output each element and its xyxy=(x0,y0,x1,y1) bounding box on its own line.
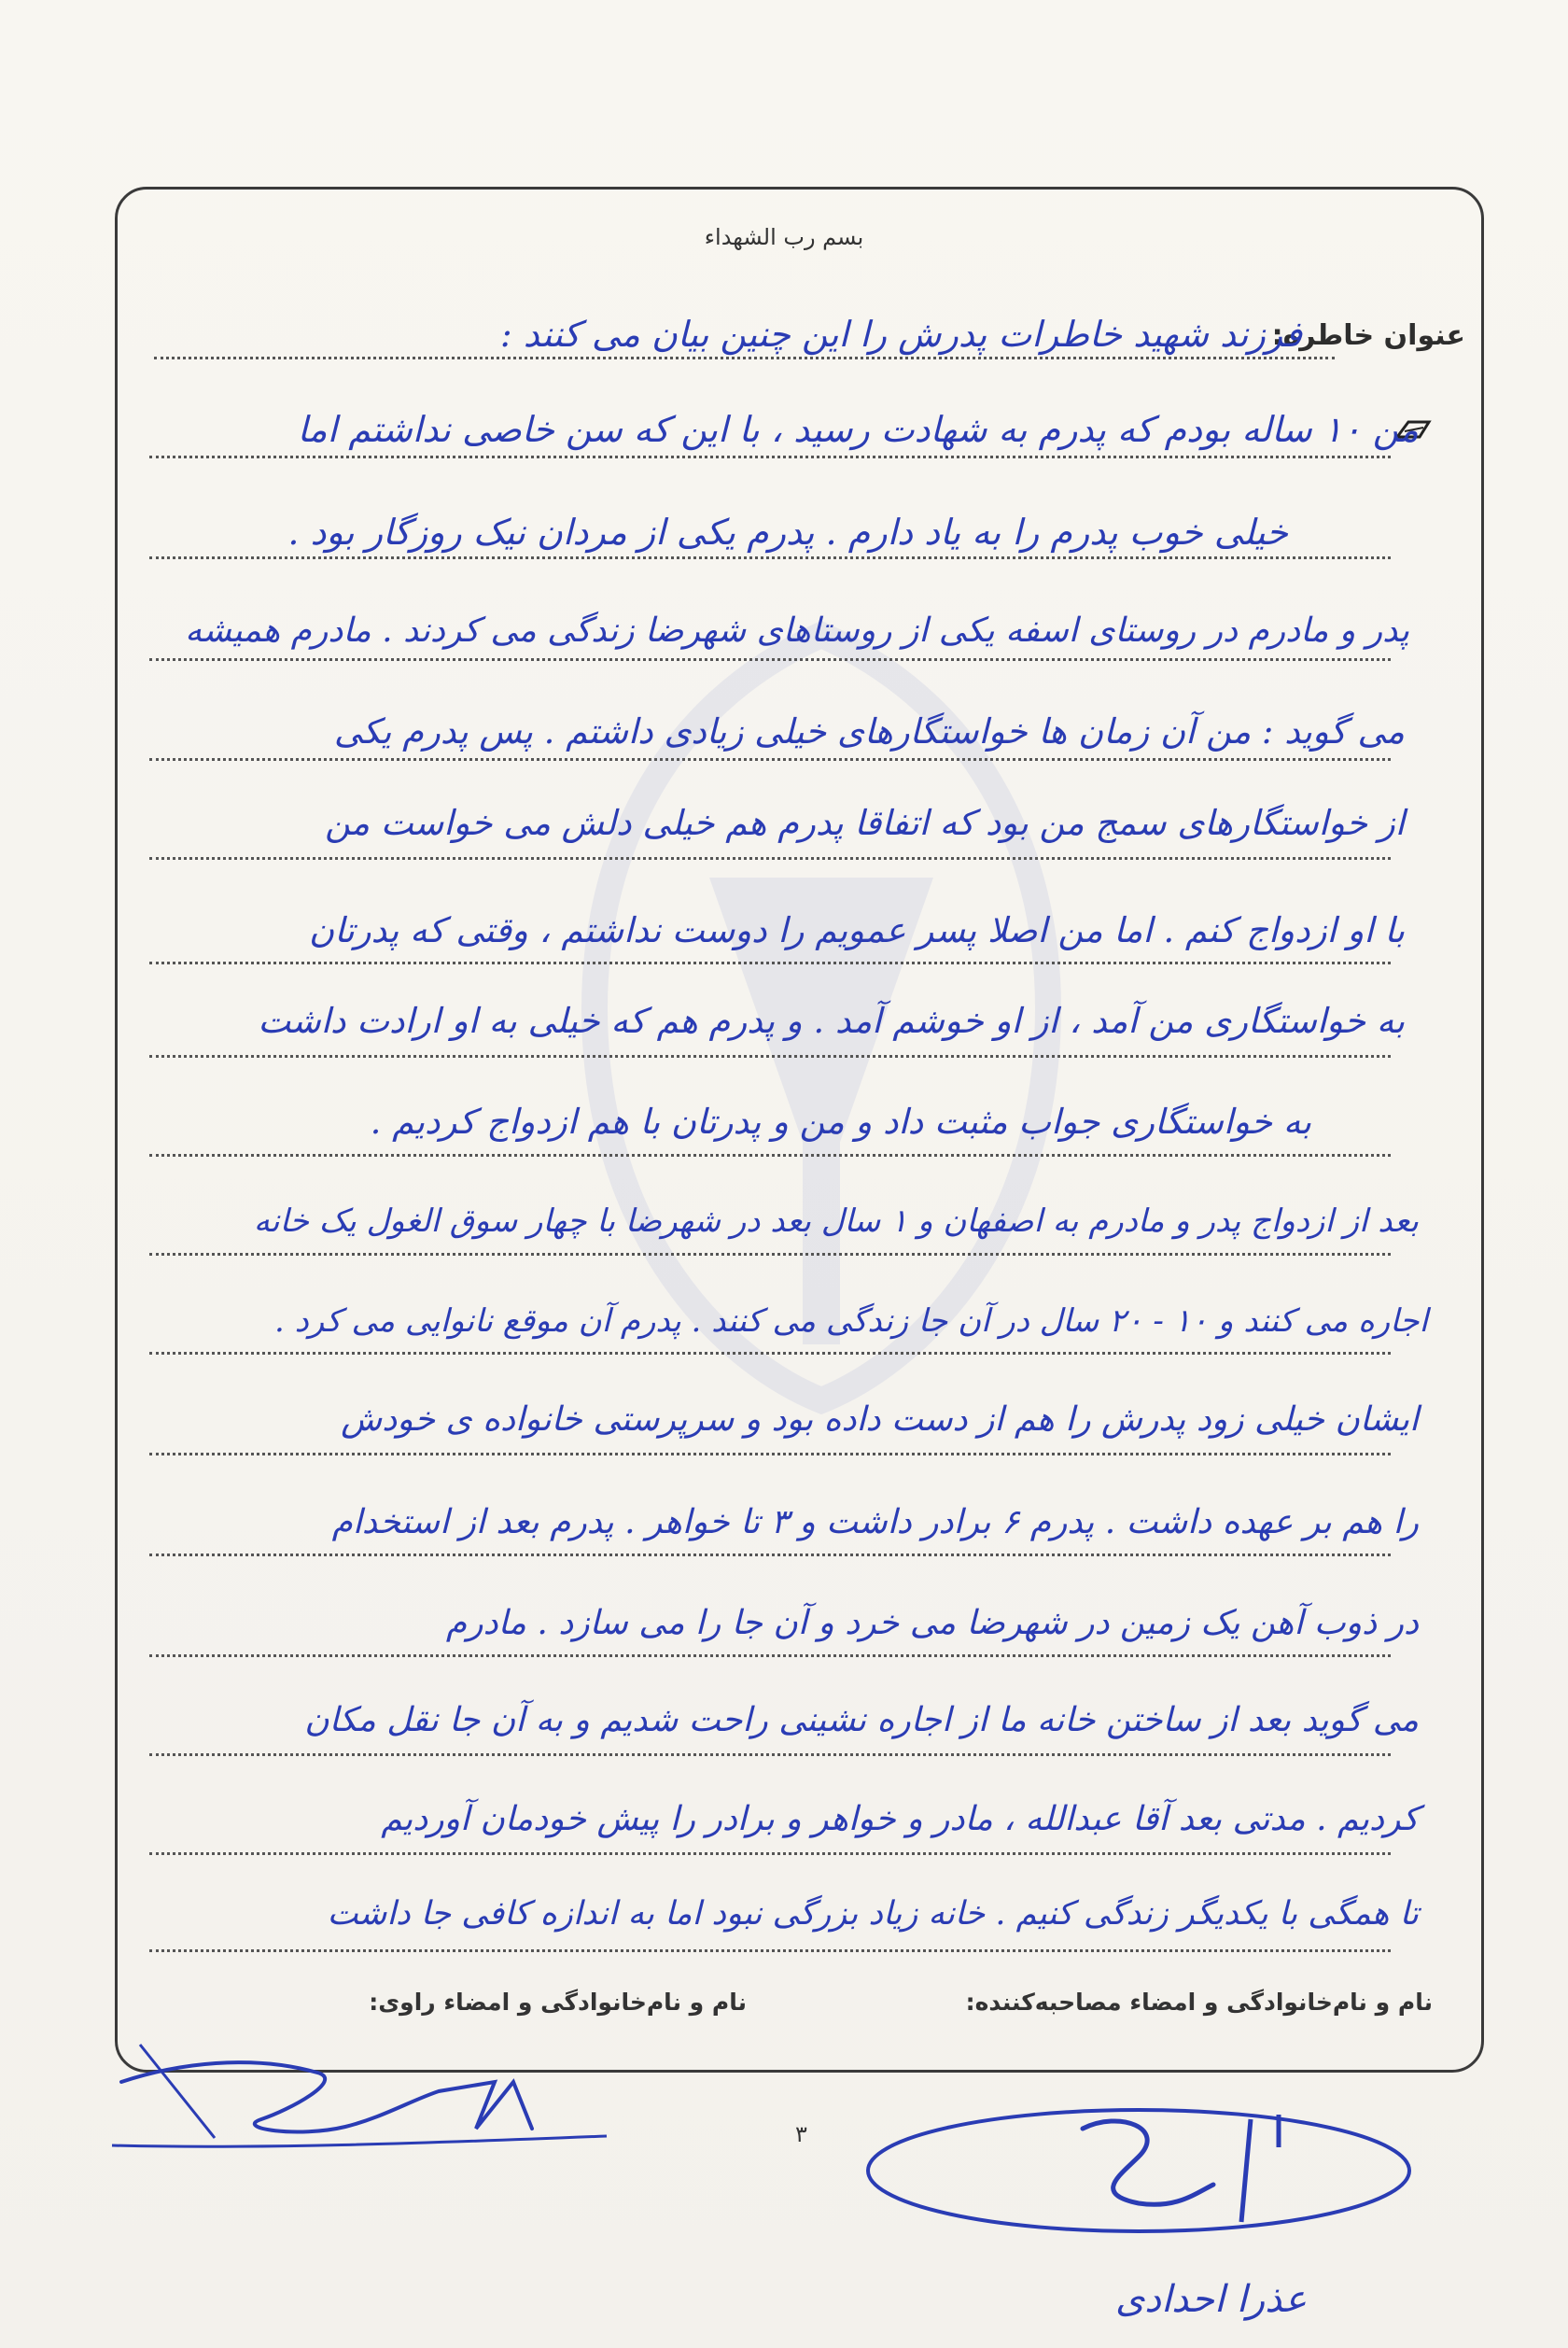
ruled-line xyxy=(149,456,1391,458)
ruled-line xyxy=(149,1654,1391,1657)
ruled-line xyxy=(149,1852,1391,1855)
title-label: عنوان خاطره: xyxy=(1271,319,1465,352)
narrator-signature-label: نام و نام‌خانوادگی و امضاء راوی: xyxy=(369,1989,747,2016)
ruled-line xyxy=(149,658,1391,661)
body-line: من ۱۰ ساله بودم که پدرم به شهادت رسید ، با این که سن خاصی نداشتم اما xyxy=(297,409,1419,450)
body-line: می گوید بعد از ساختن خانه ما از اجاره نشینی راحت شدیم و به آن جا نقل مکان xyxy=(304,1701,1419,1739)
interviewer-signature-name: عذرا احدادی xyxy=(1115,2278,1308,2321)
page-number: ۳ xyxy=(795,2121,807,2147)
narrator-signature xyxy=(103,2026,625,2157)
ruled-line xyxy=(149,1753,1391,1756)
body-line: تا همگی با یکدیگر زندگی کنیم . خانه زیاد بزرگی نبود اما به اندازه کافی جا داشت xyxy=(327,1895,1419,1933)
body-line: پدر و مادرم در روستای اسفه یکی از روستاهای شهرضا زندگی می کردند . مادرم همیشه xyxy=(185,612,1409,650)
body-line: اجاره می کنند و ۱۰ - ۲۰ سال در آن جا زندگی می کنند . پدرم آن موقع نانوایی می کرد . xyxy=(273,1302,1428,1340)
ruled-line xyxy=(149,556,1391,559)
ruled-line xyxy=(149,1253,1391,1256)
basmala-heading: بسم رب الشهداء xyxy=(704,224,864,250)
ruled-line xyxy=(149,857,1391,860)
title-value: فرزند شهید خاطرات پدرش را این چنین بیان می کنند : xyxy=(499,314,1302,355)
body-line: به خواستگاری جواب مثبت داد و من و پدرتان با هم ازدواج کردیم . xyxy=(370,1102,1311,1142)
body-line: می گوید : من آن زمان ها خواستگارهای خیلی زیادی داشتم . پس پدرم یکی xyxy=(333,711,1405,752)
ruled-line xyxy=(149,1554,1391,1556)
interviewer-signature xyxy=(840,2091,1419,2269)
title-dotline xyxy=(154,357,1335,359)
body-line: خیلی خوب پدرم را به یاد دارم . پدرم یکی از مردان نیک روزگار بود . xyxy=(287,512,1288,553)
body-line: را هم بر عهده داشت . پدرم ۶ برادر داشت و ۳ تا خواهر . پدرم بعد از استخدام xyxy=(331,1503,1419,1541)
ruled-line xyxy=(149,1352,1391,1355)
ruled-line xyxy=(149,1453,1391,1455)
ruled-line xyxy=(149,1154,1391,1157)
body-line: به خواستگاری من آمد ، از او خوشم آمد . و پدرم هم که خیلی به او ارادت داشت xyxy=(258,1001,1405,1041)
body-line: ایشان خیلی زود پدرش را هم از دست داده بود و سرپرستی خانواده ی خودش xyxy=(341,1400,1419,1439)
body-line: کردیم . مدتی بعد آقا عبدالله ، مادر و خواهر و برادر را پیش خودمان آوردیم xyxy=(381,1800,1419,1838)
interviewer-signature-label: نام و نام‌خانوادگی و امضاء مصاحبه‌کننده: xyxy=(965,1989,1433,2016)
ruled-line xyxy=(149,1949,1391,1952)
body-line: در ذوب آهن یک زمین در شهرضا می خرد و آن جا را می سازد . مادرم xyxy=(445,1604,1419,1642)
body-line: با او ازدواج کنم . اما من اصلا پسر عمویم را دوست نداشتم ، وقتی که پدرتان xyxy=(309,910,1405,950)
ruled-line xyxy=(149,758,1391,761)
body-line: از خواستگارهای سمج من بود که اتفاقا پدرم هم خیلی دلش می خواست من xyxy=(325,803,1405,843)
body-line: بعد از ازدواج پدر و مادرم به اصفهان و ۱ سال بعد در شهرضا با چهار سوق الغول یک خانه xyxy=(253,1202,1419,1240)
ruled-line xyxy=(149,1055,1391,1058)
ruled-line xyxy=(149,962,1391,964)
